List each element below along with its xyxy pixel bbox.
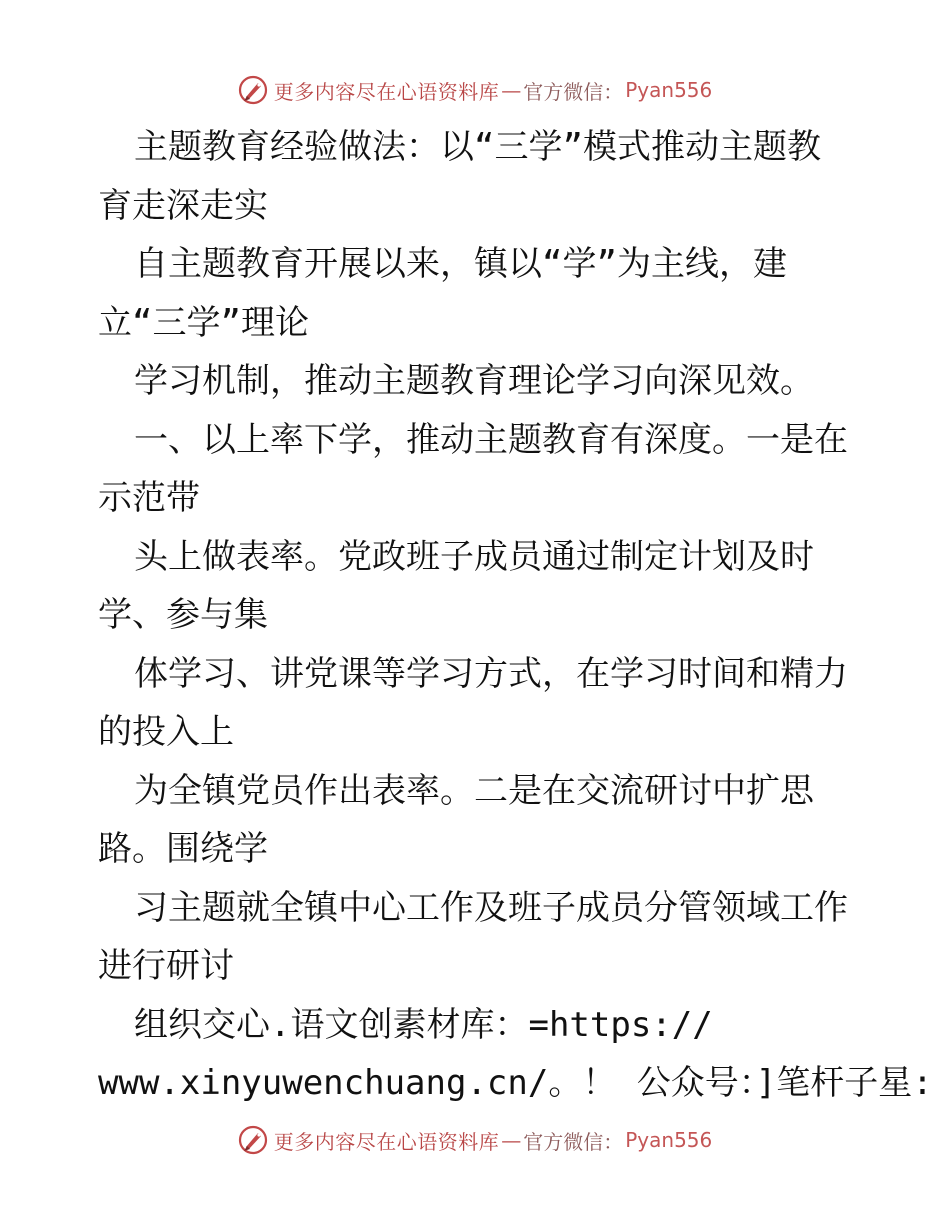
body-line: 习主题就全镇中心工作及班子成员分管领域工作 (134, 887, 848, 928)
body-line: 的投入上 (98, 712, 234, 752)
footer-brand-text: 更多内容尽在心语资料库 (273, 1129, 500, 1154)
body-line: 体学习、讲党课等学习方式，在学习时间和精力 (134, 653, 848, 694)
header-brand-text: 更多内容尽在心语资料库 (273, 79, 500, 104)
body-line: 立“三学”理论 (98, 302, 309, 343)
body-line: 进行研讨 (98, 946, 234, 986)
footer-wechat-label: 官方微信： (523, 1129, 624, 1154)
header-separator: — (501, 78, 522, 102)
body-line: 为全镇党员作出表率。二是在交流研讨中扩思 (134, 770, 814, 811)
pen-nib-logo-icon (238, 75, 268, 105)
footer-banner (0, 1120, 950, 1160)
body-line: 学、参与集 (98, 595, 268, 635)
body-line: 主题教育经验做法：以“三学”模式推动主题教 (134, 127, 821, 167)
body-line: 一、以上率下学，推动主题教育有深度。一是在 (134, 419, 848, 460)
body-line: 示范带 (98, 478, 200, 518)
body-line: 路。围绕学 (98, 829, 268, 869)
footer-separator: — (501, 1128, 522, 1152)
footer-wechat-id: Pyan556 (625, 1128, 713, 1152)
pen-nib-logo-icon (238, 1125, 268, 1155)
body-line: 育走深走实 (98, 185, 268, 226)
body-line: www.xinyuwenchuang.cn/。！ 公众号：]笔杆子星: (98, 1063, 933, 1103)
body-line: 学习机制，推动主题教育理论学习向深见效。 (134, 361, 814, 401)
body-line: 头上做表率。党政班子成员通过制定计划及时 (134, 536, 814, 577)
document-body (98, 118, 933, 1113)
body-line: 自主题教育开展以来，镇以“学”为主线，建 (134, 244, 787, 284)
body-line: 组织交心.语文创素材库：=https:// (134, 1004, 713, 1045)
header-banner (0, 70, 950, 110)
header-wechat-label: 官方微信： (523, 79, 624, 104)
header-wechat-id: Pyan556 (625, 78, 713, 102)
